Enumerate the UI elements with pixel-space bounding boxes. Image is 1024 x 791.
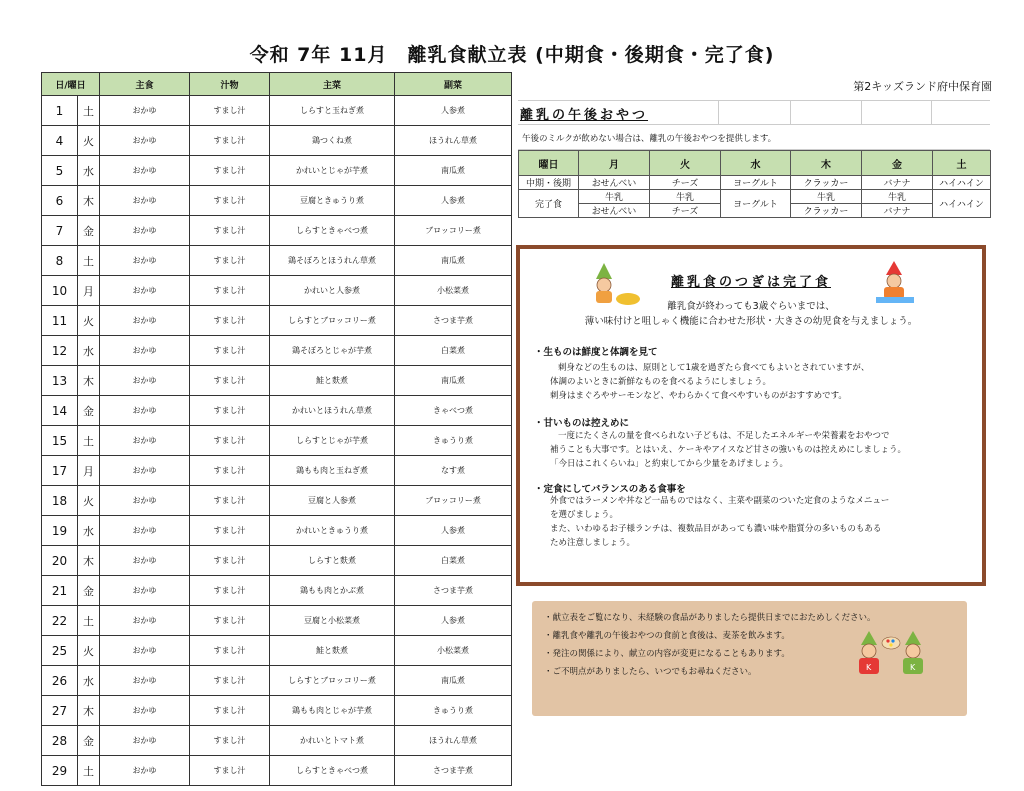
snack-r1-wed: ヨーグルト [721,176,791,190]
next-title: 離乳食のつぎは完了食 [670,275,831,290]
snack-r2-label: 完了食 [519,190,579,218]
menu-soup: すまし汁 [190,396,270,426]
menu-day: 8 [42,246,78,276]
menu-staple: おかゆ [100,126,190,156]
section-1-heading: ・生ものは鮮度と体調を見て [534,347,658,358]
menu-day: 13 [42,366,78,396]
menu-weekday: 土 [78,96,100,126]
snack-h-tue: 火 [650,151,721,176]
menu-day: 18 [42,486,78,516]
menu-side-dish: ほうれん草煮 [395,726,512,756]
menu-weekday: 土 [78,246,100,276]
menu-soup: すまし汁 [190,96,270,126]
menu-main-dish: 鶏そぼろとほうれん草煮 [270,246,395,276]
menu-main-dish: しらすとじゃが芋煮 [270,426,395,456]
menu-soup: すまし汁 [190,756,270,786]
snack-h-mon: 月 [579,151,650,176]
note-item: ・ 離乳食や離乳の午後おやつの食前と食後は、麦茶を飲みます。 [544,627,967,645]
menu-row [42,756,512,786]
menu-weekday: 月 [78,276,100,306]
snack-r2-tue-top: 牛乳 [650,190,721,204]
menu-side-dish: 人参煮 [395,186,512,216]
menu-staple: おかゆ [100,276,190,306]
menu-soup: すまし汁 [190,666,270,696]
menu-soup: すまし汁 [190,126,270,156]
menu-row [42,156,512,186]
snack-h-day: 曜日 [519,151,579,176]
menu-main-dish: 鶏そぼろとじゃが芋煮 [270,336,395,366]
notes-box [532,601,967,716]
menu-soup: すまし汁 [190,726,270,756]
menu-staple: おかゆ [100,666,190,696]
menu-staple: おかゆ [100,576,190,606]
section-3-body [550,494,889,550]
menu-row [42,426,512,456]
menu-row [42,126,512,156]
intro-line-2: 薄い味付けと咀しゃく機能に合わせた形状・大きさの幼児食を与えましょう。 [584,316,918,327]
snack-r2-thu-bottom: クラッカー [791,204,862,218]
section-2-heading: ・甘いものは控えめに [534,418,630,429]
snack-note: 午後のミルクが飲めない場合は、離乳の午後おやつを提供します。 [522,134,777,144]
menu-staple: おかゆ [100,516,190,546]
menu-row [42,306,512,336]
kids-painting-illustration [847,627,947,685]
menu-weekday: 木 [78,546,100,576]
header-main: 主菜 [270,73,395,96]
menu-staple: おかゆ [100,246,190,276]
menu-row [42,606,512,636]
menu-staple: おかゆ [100,546,190,576]
menu-staple: おかゆ [100,216,190,246]
page-title: 令和 7年 11月 離乳食献立表 (中期食・後期食・完了食) [249,44,775,66]
snack-h-fri: 金 [862,151,933,176]
menu-day: 27 [42,696,78,726]
menu-soup: すまし汁 [190,186,270,216]
menu-weekday: 火 [78,126,100,156]
menu-weekday: 水 [78,156,100,186]
menu-weekday: 水 [78,666,100,696]
section-3-line: を選びましょう。 [550,510,619,520]
menu-main-dish: 豆腐と人参煮 [270,486,395,516]
snack-r1-label: 中期・後期 [519,176,579,190]
menu-weekday: 土 [78,606,100,636]
menu-row [42,96,512,126]
menu-staple: おかゆ [100,426,190,456]
menu-day: 7 [42,216,78,246]
menu-weekday: 金 [78,216,100,246]
menu-soup: すまし汁 [190,516,270,546]
menu-day: 6 [42,186,78,216]
menu-soup: すまし汁 [190,426,270,456]
note-item: ・ ご不明点がありましたら、いつでもお尋ねください。 [544,663,967,681]
menu-side-dish: さつま芋煮 [395,306,512,336]
menu-main-dish: 豆腐ときゅうり煮 [270,186,395,216]
menu-main-dish: かれいときゅうり煮 [270,516,395,546]
svg-text:K: K [910,663,916,672]
menu-main-dish: かれいとほうれん草煮 [270,396,395,426]
menu-row [42,486,512,516]
section-3-heading: ・定食にしてバランスのある食事を [534,484,686,495]
menu-main-dish: 鶏もも肉とかぶ煮 [270,576,395,606]
menu-soup: すまし汁 [190,546,270,576]
menu-staple: おかゆ [100,696,190,726]
menu-staple: おかゆ [100,366,190,396]
menu-soup: すまし汁 [190,576,270,606]
menu-side-dish: 人参煮 [395,516,512,546]
menu-row [42,246,512,276]
menu-day: 28 [42,726,78,756]
menu-staple: おかゆ [100,96,190,126]
snack-r2-tue-bottom: チーズ [650,204,721,218]
menu-soup: すまし汁 [190,696,270,726]
next-intro [520,299,982,329]
menu-soup: すまし汁 [190,156,270,186]
menu-side-dish: きゅうり煮 [395,426,512,456]
menu-side-dish: さつま芋煮 [395,756,512,786]
menu-day: 22 [42,606,78,636]
menu-weekday: 土 [78,426,100,456]
menu-row [42,336,512,366]
menu-side-dish: 南瓜煮 [395,666,512,696]
menu-row [42,636,512,666]
snack-r2-mon-top: 牛乳 [579,190,650,204]
snack-r2-sat: ハイハイン [933,190,991,218]
header-staple: 主食 [100,73,190,96]
menu-weekday: 木 [78,366,100,396]
menu-weekday: 金 [78,576,100,606]
menu-side-dish: 白菜煮 [395,336,512,366]
menu-weekday: 火 [78,306,100,336]
menu-day: 10 [42,276,78,306]
menu-side-dish: 南瓜煮 [395,156,512,186]
snack-h-thu: 木 [791,151,862,176]
menu-weekday: 月 [78,456,100,486]
menu-row [42,216,512,246]
menu-side-dish: さつま芋煮 [395,576,512,606]
menu-day: 25 [42,636,78,666]
menu-weekday: 土 [78,756,100,786]
snack-r1-fri: バナナ [862,176,933,190]
snack-r2-mon-bottom: おせんべい [579,204,650,218]
menu-row [42,366,512,396]
section-1-line: 体調のよいときに新鮮なものを食べるようにしましょう。 [550,377,772,387]
header-side: 副菜 [395,73,512,96]
menu-side-dish: 小松菜煮 [395,276,512,306]
menu-staple: おかゆ [100,726,190,756]
menu-staple: おかゆ [100,636,190,666]
menu-day: 21 [42,576,78,606]
menu-soup: すまし汁 [190,246,270,276]
menu-weekday: 火 [78,486,100,516]
menu-side-dish: 南瓜煮 [395,366,512,396]
snack-r2-fri-bottom: バナナ [862,204,933,218]
snack-h-wed: 水 [721,151,791,176]
snack-r1-sat: ハイハイン [933,176,991,190]
menu-weekday: 水 [78,516,100,546]
menu-day: 29 [42,756,78,786]
menu-main-dish: かれいと人参煮 [270,276,395,306]
menu-main-dish: しらすとブロッコリー煮 [270,306,395,336]
menu-row [42,696,512,726]
section-1-body [550,361,869,403]
section-3-line: また、いわゆるお子様ランチは、複数品目があっても濃い味や脂質分の多いものもある [550,524,882,534]
menu-main-dish: しらすときゃべつ煮 [270,216,395,246]
menu-staple: おかゆ [100,186,190,216]
menu-soup: すまし汁 [190,456,270,486]
menu-main-dish: かれいとじゃが芋煮 [270,156,395,186]
menu-soup: すまし汁 [190,336,270,366]
snack-r1-tue: チーズ [650,176,721,190]
menu-row [42,276,512,306]
section-3-line: 外食ではラーメンや丼など一品ものではなく、主菜や副菜のついた定食のようなメニュー [550,496,890,506]
section-2-line: 一度にたくさんの量を食べられない子どもは、不足したエネルギーや栄養素をおやつで [558,431,890,441]
menu-day: 19 [42,516,78,546]
menu-row [42,546,512,576]
menu-row [42,726,512,756]
menu-side-dish: ほうれん草煮 [395,126,512,156]
snack-r2-thu-top: 牛乳 [791,190,862,204]
menu-soup: すまし汁 [190,306,270,336]
svg-text:K: K [866,663,872,672]
snack-h-sat: 土 [933,151,991,176]
menu-staple: おかゆ [100,756,190,786]
menu-main-dish: 鶏つくね煮 [270,126,395,156]
menu-day: 1 [42,96,78,126]
section-1-line: 刺身などの生ものは、原則として1歳を過ぎたら食べてもよいとされていますが、 [558,363,870,373]
menu-soup: すまし汁 [190,216,270,246]
school-name: 第2キッズランド府中保育園 [853,80,992,93]
menu-staple: おかゆ [100,306,190,336]
section-2-body [550,429,906,471]
menu-table [41,72,512,786]
menu-weekday: 金 [78,726,100,756]
menu-main-dish: しらすとブロッコリー煮 [270,666,395,696]
menu-day: 5 [42,156,78,186]
menu-main-dish: しらすときゃべつ煮 [270,756,395,786]
menu-staple: おかゆ [100,486,190,516]
menu-soup: すまし汁 [190,636,270,666]
menu-main-dish: 鶏もも肉とじゃが芋煮 [270,696,395,726]
menu-main-dish: 鮭と麩煮 [270,636,395,666]
menu-side-dish: 人参煮 [395,606,512,636]
menu-main-dish: しらすと麩煮 [270,546,395,576]
menu-row [42,516,512,546]
menu-row [42,186,512,216]
menu-soup: すまし汁 [190,276,270,306]
menu-day: 17 [42,456,78,486]
menu-day: 11 [42,306,78,336]
menu-side-dish: ブロッコリー煮 [395,486,512,516]
menu-weekday: 火 [78,636,100,666]
snack-title: 離乳の午後おやつ [520,108,649,123]
menu-side-dish: きゃべつ煮 [395,396,512,426]
menu-row [42,666,512,696]
menu-day: 12 [42,336,78,366]
menu-row [42,576,512,606]
menu-weekday: 水 [78,336,100,366]
snack-r1-mon: おせんべい [579,176,650,190]
menu-main-dish: 鮭と麩煮 [270,366,395,396]
note-item: ・ 献立表をご覧になり、未経験の食品がありましたら提供日までにおためしください。 [544,609,967,627]
menu-side-dish: きゅうり煮 [395,696,512,726]
intro-line-1: 離乳食が終わっても3歳ぐらいまでは、 [667,301,835,312]
menu-side-dish: 白菜煮 [395,546,512,576]
menu-day: 4 [42,126,78,156]
section-2-line: 補うことも大事です。とはいえ、ケーキやアイスなど甘さの強いものは控えめにしましょう。 [550,445,906,455]
menu-staple: おかゆ [100,156,190,186]
menu-row [42,456,512,486]
menu-staple: おかゆ [100,606,190,636]
snack-table [518,150,991,218]
menu-day: 14 [42,396,78,426]
snack-r2-wed: ヨーグルト [721,190,791,218]
menu-weekday: 木 [78,696,100,726]
menu-weekday: 木 [78,186,100,216]
menu-staple: おかゆ [100,456,190,486]
menu-main-dish: 鶏もも肉と玉ねぎ煮 [270,456,395,486]
menu-main-dish: かれいとトマト煮 [270,726,395,756]
menu-row [42,396,512,426]
menu-staple: おかゆ [100,396,190,426]
menu-side-dish: 小松菜煮 [395,636,512,666]
snack-r2-fri-top: 牛乳 [862,190,933,204]
section-2-line: 「今日はこれくらいね」と約束してから少量をあげましょう。 [550,459,789,469]
header-date: 日/曜日 [42,73,100,96]
menu-day: 26 [42,666,78,696]
menu-main-dish: 豆腐と小松菜煮 [270,606,395,636]
menu-weekday: 金 [78,396,100,426]
menu-day: 15 [42,426,78,456]
menu-staple: おかゆ [100,336,190,366]
menu-side-dish: 人参煮 [395,96,512,126]
next-food-box [516,245,986,586]
menu-soup: すまし汁 [190,486,270,516]
header-soup: 汁物 [190,73,270,96]
menu-side-dish: ブロッコリー煮 [395,216,512,246]
menu-side-dish: なす煮 [395,456,512,486]
section-1-line: 刺身はまぐろやサーモンなど、やわらかくて食べやすいものがおすすめです。 [550,391,847,401]
menu-soup: すまし汁 [190,606,270,636]
menu-soup: すまし汁 [190,366,270,396]
menu-day: 20 [42,546,78,576]
section-3-line: ため注意しましょう。 [550,538,636,548]
menu-main-dish: しらすと玉ねぎ煮 [270,96,395,126]
menu-side-dish: 南瓜煮 [395,246,512,276]
snack-r1-thu: クラッカー [791,176,862,190]
note-item: ・ 発注の関係により、献立の内容が変更になることもあります。 [544,645,967,663]
